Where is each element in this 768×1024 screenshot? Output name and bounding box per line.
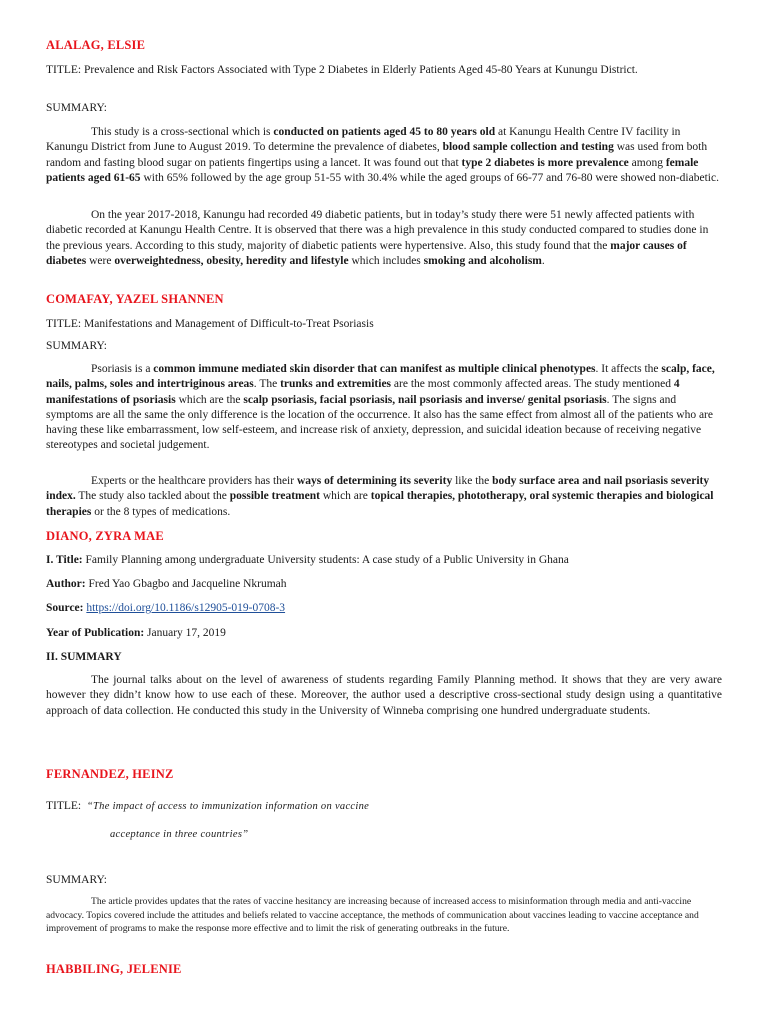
- emphasis-text: trunks and extremities: [280, 378, 392, 391]
- source-link[interactable]: https://doi.org/10.1186/s12905-019-0708-3: [86, 602, 286, 614]
- study-title: [46, 553, 722, 568]
- body-text: with 65% followed by the age group 51-55 with 30.4% while the aged groups of 66-77 and 76-80 were showed non-diabetic.: [140, 171, 719, 184]
- student-name: DIANO, ZYRA MAE: [46, 529, 164, 543]
- summary-paragraph: [46, 362, 722, 454]
- summary-paragraph: The article provides updates that the rates of vaccine hesitancy are increasing because of increased access to misinformation through media and anti-vaccine advocacy. Topics covered include the attitudes and beliefs related to vaccine acceptance, the methods of communication about vaccines leading to vaccine acceptance and improvement of programs to make the response more effective and to limit the risk of generating outbreaks in the future.: [46, 896, 699, 935]
- body-text: which are: [319, 490, 371, 503]
- body-text: among: [628, 156, 666, 169]
- summary-label: SUMMARY:: [46, 340, 107, 352]
- body-text: which are the: [175, 393, 244, 406]
- student-name: HABBILING, JELENIE: [46, 962, 182, 976]
- body-text: . The: [253, 378, 281, 391]
- study-title: TITLE: Manifestations and Management of Difficult-to-Treat Psoriasis: [46, 318, 374, 330]
- emphasis-text: type 2 diabetes is more prevalence: [461, 156, 629, 169]
- source-label: Source:: [46, 602, 84, 614]
- body-text: was used from both random and fasting blood sugar on patients fingertips using a lancet. It was found out that: [46, 141, 708, 169]
- body-text: The study also tackled about the: [75, 490, 230, 503]
- summary-label: SUMMARY:: [46, 102, 107, 114]
- body-text: Psoriasis is a: [91, 363, 154, 375]
- emphasis-text: conducted on patients aged 45 to 80 years old: [273, 126, 496, 138]
- summary-label: II. SUMMARY: [46, 651, 122, 663]
- body-text: . The signs and symptoms are all the same the only difference is the location of the occurrence. It also has the same effect from almost all of the patients who are having these like embarrassment, low self-esteem, and increase risk of anxiety, depression, and suicidal ideation because of receiving negative stereotypes and societal judgement.: [46, 393, 713, 452]
- body-text: or the 8 types of medications.: [91, 505, 231, 518]
- body-text: This study is a cross-sectional which is: [91, 126, 274, 138]
- author-line: [46, 577, 722, 592]
- emphasis-text: possible treatment: [229, 490, 320, 503]
- year-line: [46, 626, 722, 641]
- emphasis-text: blood sample collection and testing: [442, 141, 614, 154]
- body-text: were: [86, 254, 115, 267]
- source-line: [46, 601, 722, 616]
- title-label: TITLE:: [46, 800, 82, 812]
- author-value: Fred Yao Gbagbo and Jacqueline Nkrumah: [85, 578, 287, 590]
- study-title: [46, 799, 722, 814]
- emphasis-text: smoking and alcoholism: [423, 254, 542, 267]
- student-name: FERNANDEZ, HEINZ: [46, 767, 174, 781]
- body-text: .: [541, 254, 545, 267]
- student-name: ALALAG, ELSIE: [46, 38, 146, 52]
- title-text: acceptance in three countries”: [110, 829, 249, 840]
- body-text: which includes: [348, 254, 424, 267]
- emphasis-text: major causes of diabetes: [46, 239, 687, 267]
- body-text: like the: [452, 475, 493, 487]
- body-text: at Kanungu Health Centre IV facility in Kanungu District from June to August 2019. To determine the prevalence of diabetes,: [46, 126, 681, 154]
- title-text: “The impact of access to immunization information on vaccine: [86, 801, 370, 812]
- emphasis-text: scalp, face, nails, palms, soles and intertriginous areas: [46, 363, 715, 391]
- body-text: On the year 2017-2018, Kanungu had recorded 49 diabetic patients, but in today’s study there were 51 newly affected patients with diabetic recorded at Kanungu Health Centre. It is observed that there was a high prevalence in this study conducted compared to studies done in the previous years. According to this study, majority of diabetic patients were hypertensive. Also, this study found that the: [46, 209, 709, 252]
- year-value: January 17, 2019: [144, 627, 226, 639]
- emphasis-text: topical therapies, phototherapy, oral systemic therapies and biological therapies: [46, 490, 714, 518]
- emphasis-text: scalp psoriasis, facial psoriasis, nail psoriasis and inverse/ genital psoriasis: [243, 393, 607, 406]
- emphasis-text: common immune mediated skin disorder that can manifest as multiple clinical phenotypes: [153, 363, 596, 375]
- summary-paragraph: The journal talks about on the level of awareness of students regarding Family Planning method. It shows that they are very aware however they didn’t know how to use each of these. Moreover, the author used a descriptive cross-sectional study design using a quantitative approach of data collection. He conducted this study in the University of Winneba comprising one hundred undergraduate students.: [46, 674, 722, 717]
- emphasis-text: 4 manifestations of psoriasis: [46, 378, 680, 406]
- study-title: TITLE: Prevalence and Risk Factors Associated with Type 2 Diabetes in Elderly Patients Aged 45-80 Years at Kunungu District.: [46, 64, 638, 76]
- title-value: Family Planning among undergraduate University students: A case study of a Public University in Ghana: [82, 554, 569, 566]
- emphasis-text: overweightedness, obesity, heredity and lifestyle: [114, 254, 349, 267]
- emphasis-text: female patients aged 61-65: [46, 156, 699, 184]
- summary-paragraph: [46, 474, 722, 520]
- body-text: are the most commonly affected areas. The study mentioned: [391, 378, 674, 391]
- student-name: COMAFAY, YAZEL SHANNEN: [46, 292, 224, 306]
- summary-paragraph: [46, 208, 722, 269]
- title-label: I. Title:: [46, 554, 83, 566]
- summary-label: SUMMARY:: [46, 874, 107, 886]
- year-label: Year of Publication:: [46, 627, 145, 639]
- summary-paragraph: [46, 125, 722, 186]
- body-text: . It affects the: [595, 363, 662, 375]
- author-label: Author:: [46, 578, 86, 590]
- emphasis-text: body surface area and nail psoriasis severity index.: [46, 475, 710, 503]
- emphasis-text: ways of determining its severity: [296, 475, 453, 487]
- body-text: Experts or the healthcare providers has their: [91, 475, 297, 487]
